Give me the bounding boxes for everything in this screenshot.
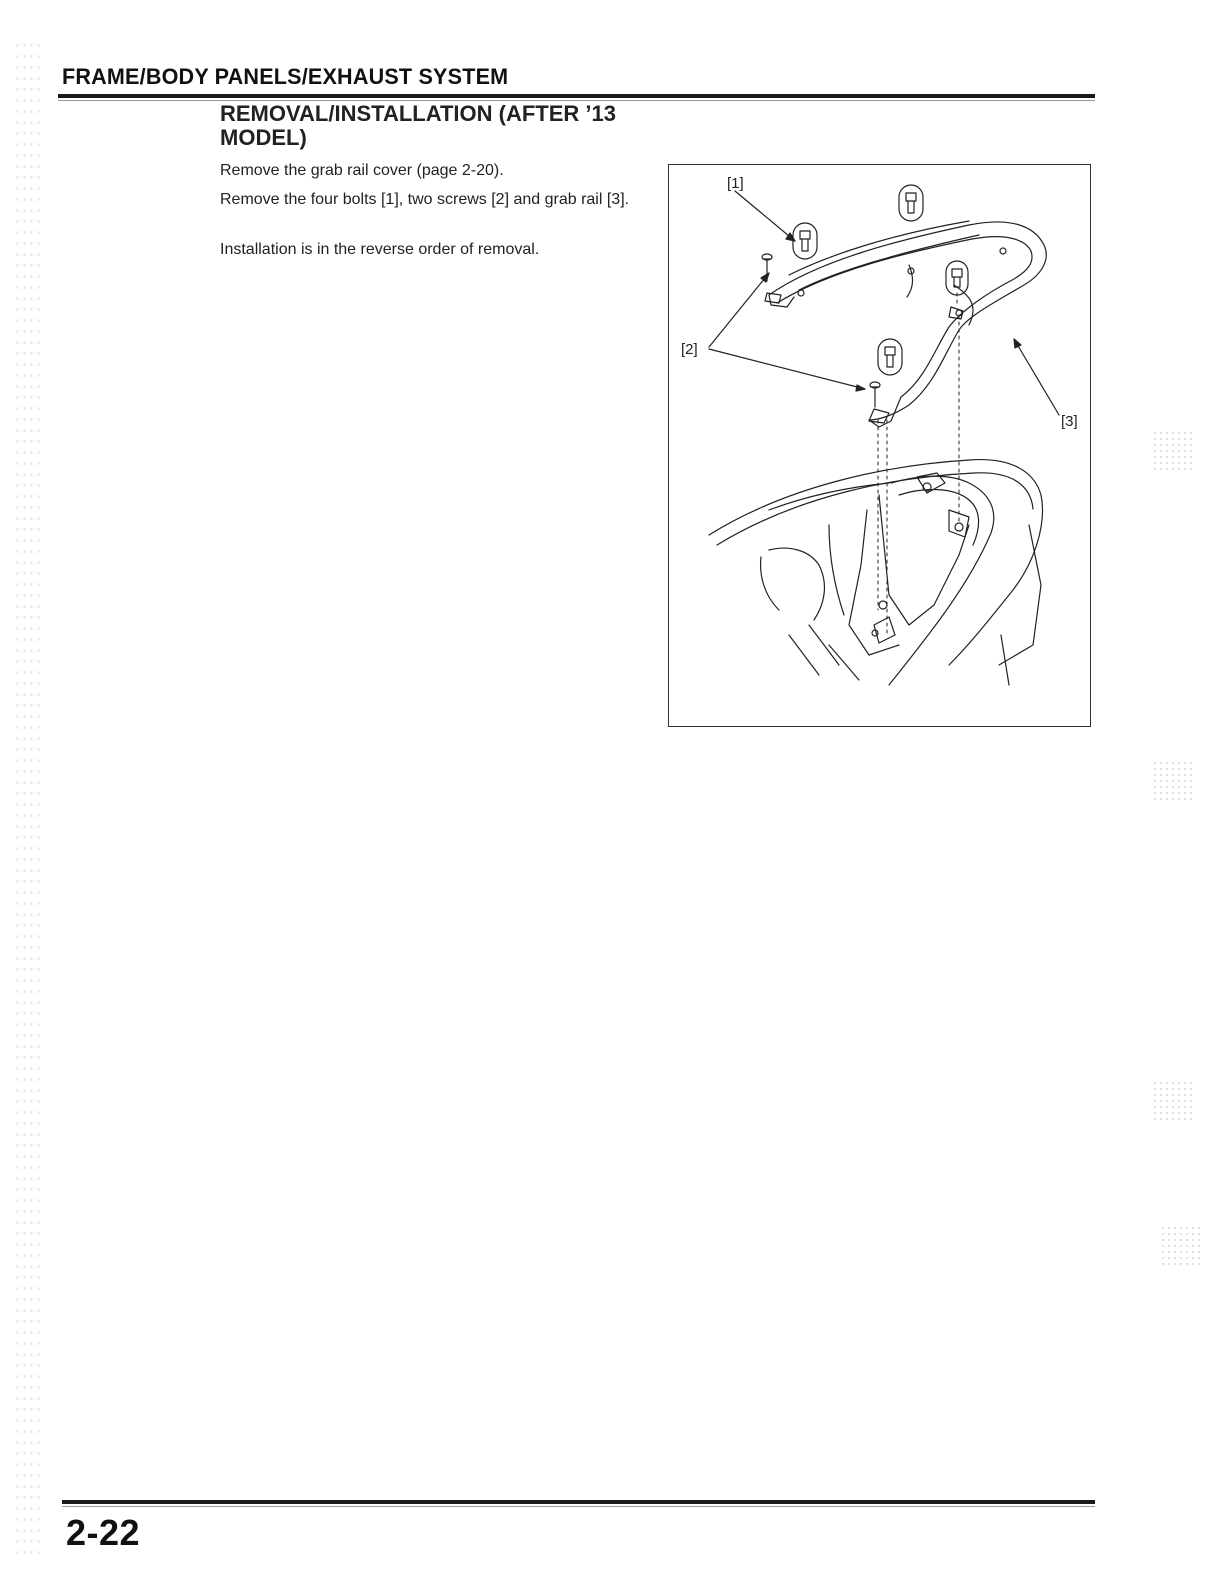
instruction-paragraph: Remove the grab rail cover (page 2-20).	[220, 162, 504, 179]
grab-rail-diagram	[668, 164, 1091, 727]
instruction-paragraph: Installation is in the reverse order of removal.	[220, 241, 540, 258]
page-title: REMOVAL/INSTALLATION (AFTER ’13 MODEL)	[220, 101, 616, 150]
scan-speckle	[1152, 1080, 1192, 1120]
grab-rail-illustration	[669, 165, 1092, 728]
callout-screws-label: [2]	[681, 341, 698, 358]
footer-rule	[62, 1500, 1095, 1504]
footer-rule-thin	[62, 1506, 1095, 1507]
callout-bolts-label: [1]	[727, 175, 744, 192]
scan-speckle	[1160, 1225, 1200, 1265]
callout-grab-rail-label: [3]	[1061, 413, 1078, 430]
scan-speckle	[1152, 760, 1192, 800]
scan-speckle	[1152, 430, 1192, 470]
instruction-paragraph: Remove the four bolts [1], two screws [2] and grab rail [3].	[220, 191, 630, 208]
section-header: FRAME/BODY PANELS/EXHAUST SYSTEM	[62, 64, 509, 89]
header-rule	[58, 94, 1095, 98]
scan-edge-noise	[14, 40, 40, 1560]
page-number: 2-22	[66, 1512, 141, 1553]
